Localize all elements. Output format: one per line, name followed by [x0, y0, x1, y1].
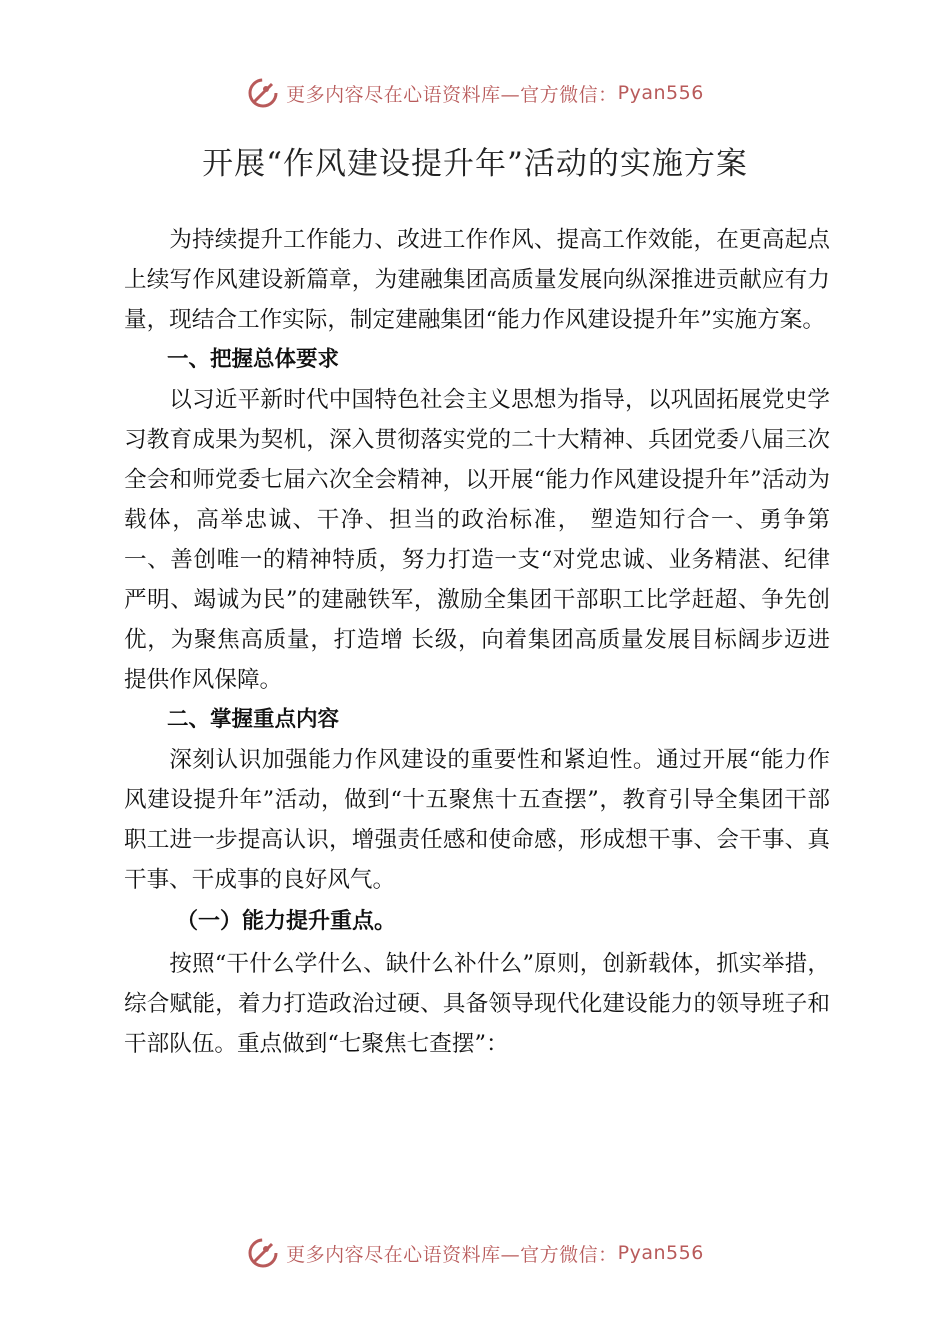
watermark-text: 更多内容尽在心语资料库—官方微信： — [286, 1243, 618, 1266]
subsection-heading-1: （一）能力提升重点。 — [176, 909, 397, 934]
brush-circle-logo-icon — [246, 1236, 280, 1270]
section-heading-1: 一、把握总体要求 — [167, 347, 340, 372]
document-body — [124, 220, 830, 1064]
document-title: 开展“作风建设提升年”活动的实施方案 — [202, 146, 748, 182]
intro-paragraph: 为持续提升工作能力、改进工作作风、提高工作效能，在更高起点上续写作风建设新篇章，为建融集团高质量发展向纵深推进贡献应有力量，现结合工作实际，制定建融集团“能力作风建设提升年”实施方案。 — [124, 227, 830, 333]
section-2-paragraph: 深刻认识加强能力作风建设的重要性和紧迫性。通过开展“能力作风建设提升年”活动，做到“十五聚焦十五查摆”，教育引导全集团干部职工进一步提高认识，增强责任感和使命感，形成想干事、会干事、真干事、干成事的良好风气。 — [124, 747, 830, 893]
watermark-bottom — [0, 1236, 950, 1270]
brush-circle-logo-icon — [246, 76, 280, 110]
section-heading-2: 二、掌握重点内容 — [167, 707, 340, 732]
section-1-paragraph: 以习近平新时代中国特色社会主义思想为指导，以巩固拓展党史学习教育成果为契机，深入贯彻落实党的二十大精神、兵团党委八届三次全会和师党委七届六次全会精神，以开展“能力作风建设提升年”活动为载体，高举忠诚、干净、担当的政治标准， 塑造知行合一、勇争第一、善创唯一的精神特质，努力打造一支“对党忠诚、业务精湛、纪律严明、竭诚为民”的建融铁军，激励全集团干部职工比学赶超、争先创优，为聚焦高质量，打造增 长级，向着集团高质量发展目标阔步迈进提供作风保障。 — [124, 387, 830, 693]
watermark-wechat-id: Pyan556 — [617, 82, 704, 104]
watermark-top — [0, 76, 950, 110]
watermark-text: 更多内容尽在心语资料库—官方微信： — [286, 83, 618, 106]
watermark-wechat-id: Pyan556 — [617, 1242, 704, 1264]
subsection-1-paragraph: 按照“干什么学什么、缺什么补什么”原则，创新载体，抓实举措，综合赋能，着力打造政治过硬、具备领导现代化建设能力的领导班子和干部队伍。重点做到“七聚焦七查摆”： — [124, 951, 830, 1057]
